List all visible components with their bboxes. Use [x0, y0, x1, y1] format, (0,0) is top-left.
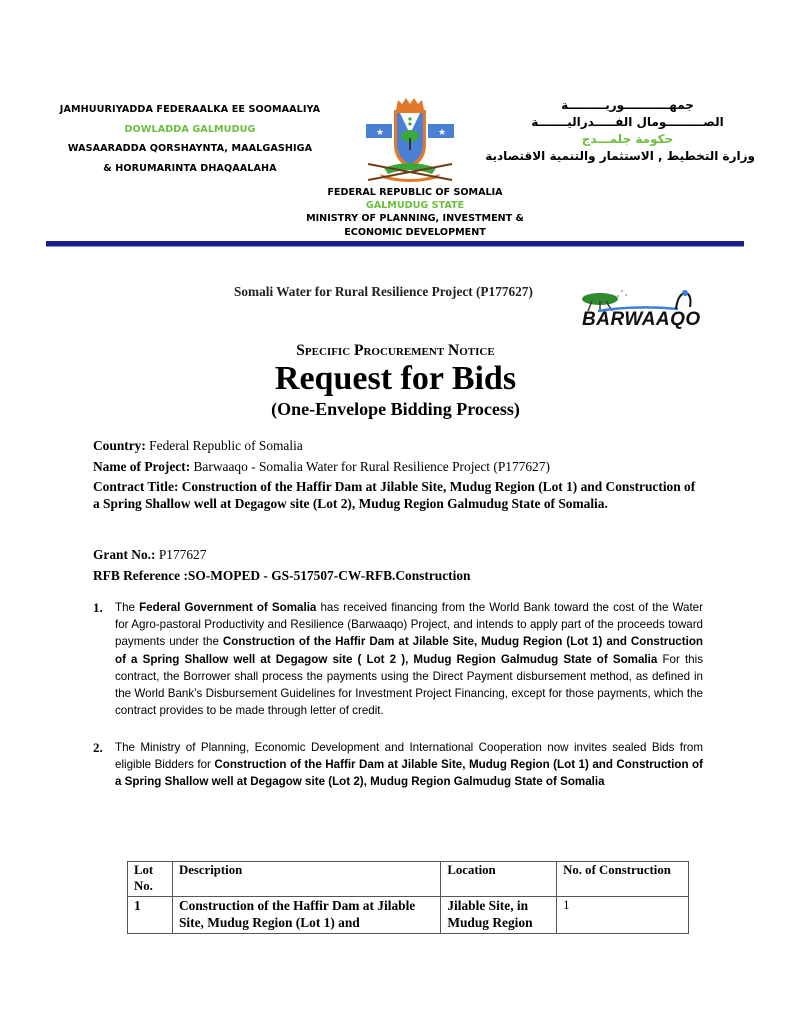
letterhead-somali [40, 100, 340, 178]
column-header: No. of Construction [557, 862, 689, 897]
column-header: Description [172, 862, 440, 897]
notice-kicker: Specific Procurement Notice [296, 342, 495, 359]
project-name-label: Name of Project: [93, 459, 191, 474]
paragraph-text-bold: Federal Government of Somalia [139, 601, 317, 614]
paragraph-1 [93, 599, 703, 719]
country-value: Federal Republic of Somalia [145, 438, 303, 453]
letterhead-line: JAMHUURIYADDA FEDERAALKA EE SOOMAALIYA [59, 104, 321, 115]
project-name-field [93, 458, 550, 475]
grant-value: P177627 [155, 547, 207, 562]
table-row [128, 897, 689, 934]
paragraph-text: The [115, 601, 140, 614]
letterhead-line: وزارة التخطيط , الاستثمار والتنمية الاقتصادية [485, 149, 755, 163]
contract-title: Contract Title: Construction of the Haffir Dam at Jilable Site, Mudug Region (Lot 1) and Construction of a Spring Shallow well at Degagow site (Lot 2), Mudug Region Galmudug State of Somalia. [93, 479, 696, 511]
letterhead-line: FEDERAL REPUBLIC OF SOMALIA [327, 187, 503, 198]
paragraph-text-bold: Construction of the Haffir Dam at Jilable Site, Mudug Region (Lot 1) and Construction of a Spring Shallow well at Degagow site ( Lot 2 ), Mudug Region Galmudug State of Somalia [115, 635, 704, 666]
lots-table [127, 861, 689, 934]
country-field [93, 437, 303, 454]
letterhead-line: ECONOMIC DEVELOPMENT [344, 226, 486, 238]
svg-text:★: ★ [376, 127, 385, 137]
lot-number-cell: 1 [128, 897, 173, 934]
table-header-row [128, 862, 689, 897]
paragraph-text: has received financing from the World Bank toward the cost of the Water for Agro-pastoral Productivity and Resilience (Barwaaqo) Project, and intends to apply part of the proceeds toward payments under the [115, 601, 703, 649]
project-name-value: Barwaaqo - Somalia Water for Rural Resilience Project (P177627) [190, 459, 550, 474]
letterhead-divider [46, 241, 744, 247]
letterhead-line: WASAARADDA QORSHAYNTA, MAALGASHIGA [67, 143, 313, 154]
paragraph-2 [93, 739, 703, 791]
letterhead-arabic [485, 97, 755, 165]
grant-field [93, 546, 206, 563]
paragraph-number: 1. [93, 600, 103, 615]
barwaaqo-logo [578, 287, 701, 337]
letterhead-line: GALMUDUG STATE [365, 200, 465, 212]
project-title: Somali Water for Rural Resilience Project (P177627) [234, 284, 533, 299]
paragraph-text: For this contract, the Borrower shall process the payments using the Direct Payment disbursement method, as defined in the World Bank’s Disbursement Guidelines for Investment Project Financing, except for those payments, which the contract provides to be made through letter of credit. [115, 652, 703, 718]
construction-count-cell: 1 [557, 897, 689, 934]
letterhead-line: جمهـــــــــــوريـــــــــة [561, 98, 694, 112]
letterhead-line: حكومة جلمـــدج [581, 132, 674, 146]
logo-wordmark: BARWAAQO [582, 309, 701, 330]
notice-title: Request for Bids [274, 360, 517, 397]
country-label: Country: [93, 438, 146, 453]
rfb-reference: RFB Reference :SO-MOPED - GS-517507-CW-RFB.Construction [93, 568, 471, 583]
letterhead-line: الصـــــــــومال الفـــــدراليـــــــة [531, 115, 724, 129]
location-cell: Jilable Site, in Mudug Region [441, 897, 557, 934]
galmudug-crest-icon [362, 88, 458, 184]
grant-label: Grant No.: [93, 547, 156, 562]
column-header: Location [441, 862, 557, 897]
paragraph-body [115, 739, 703, 791]
letterhead-english [270, 186, 560, 239]
description-cell: Construction of the Haffir Dam at Jilable Site, Mudug Region (Lot 1) and [172, 897, 440, 934]
letterhead-line: DOWLADDA GALMUDUG [124, 123, 256, 135]
letterhead-line: MINISTRY OF PLANNING, INVESTMENT & [306, 213, 524, 225]
notice-subtitle: (One-Envelope Bidding Process) [271, 399, 520, 419]
paragraph-text-bold: Construction of the Haffir Dam at Jilable Site, Mudug Region (Lot 1) and Construction of a Spring Shallow well at Degagow site (Lot 2), Mudug Region Galmudug State of Somalia [115, 758, 703, 789]
paragraph-body [115, 599, 703, 719]
letterhead-line: & HORUMARINTA DHAQAALAHA [103, 162, 277, 174]
svg-text:★: ★ [438, 127, 447, 137]
paragraph-number: 2. [93, 740, 103, 755]
column-header: Lot No. [128, 862, 173, 897]
paragraph-text: The Ministry of Planning, Economic Development and International Cooperation now invites sealed Bids from eligible Bidders for [115, 741, 703, 772]
